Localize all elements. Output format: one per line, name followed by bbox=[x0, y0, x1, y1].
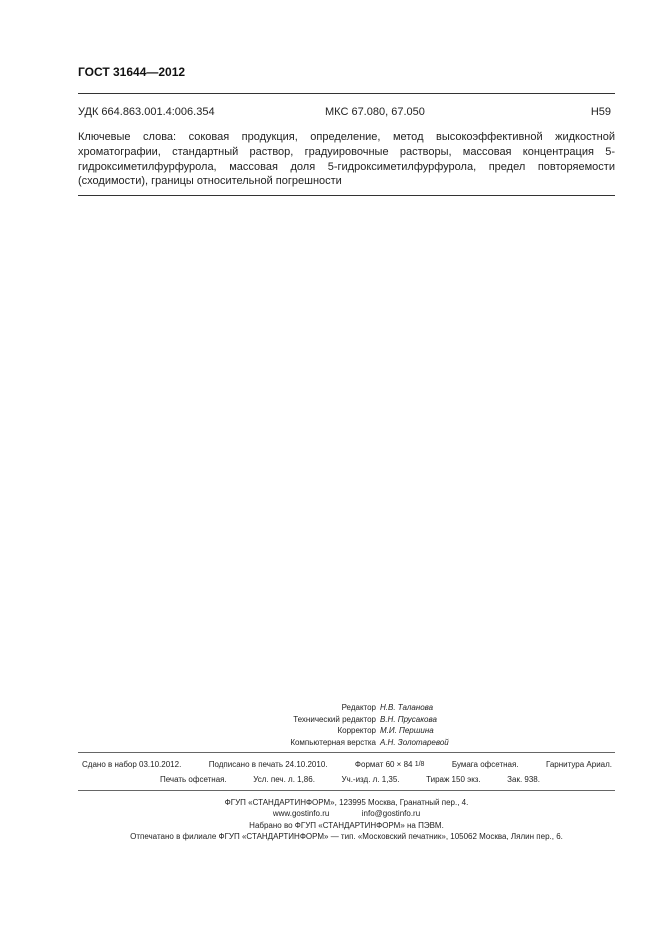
typeface: Гарнитура Ариал. bbox=[545, 760, 612, 769]
order-number: Зак. 938. bbox=[507, 775, 540, 784]
paper-format: Формат 60 × 84 1/8 bbox=[354, 760, 425, 769]
print-method: Печать офсетная. bbox=[160, 775, 227, 784]
staff-row bbox=[200, 714, 480, 726]
contact-line bbox=[78, 808, 615, 819]
document-code: ГОСТ 31644—2012 bbox=[78, 65, 186, 79]
signed-for-print-date: Подписано в печать 24.10.2010. bbox=[208, 760, 328, 769]
printer-divider bbox=[78, 790, 615, 791]
staff-role: Компьютерная верстка bbox=[290, 737, 376, 747]
top-divider bbox=[78, 93, 615, 94]
email-link[interactable]: info@gostinfo.ru bbox=[361, 809, 421, 819]
mks-code: МКС 67.080, 67.050 bbox=[325, 106, 425, 118]
paper-type: Бумага офсетная. bbox=[451, 760, 519, 769]
staff-row bbox=[200, 702, 480, 714]
printed-at-note: Отпечатано в филиале ФГУП «СТАНДАРТИНФОРМ» — тип. «Московский печатник», 105062 Москва, Лялин пер., 6. bbox=[130, 831, 563, 841]
publication-divider bbox=[78, 752, 615, 753]
keywords-divider bbox=[78, 195, 615, 196]
typeset-note: Набрано во ФГУП «СТАНДАРТИНФОРМ» на ПЭВМ. bbox=[249, 820, 444, 830]
staff-role: Редактор bbox=[341, 703, 376, 712]
staff-role: Корректор bbox=[337, 726, 376, 736]
staff-name: М.И. Першина bbox=[380, 726, 434, 736]
printed-sheets: Усл. печ. л. 1,86. bbox=[253, 775, 315, 784]
staff-role: Технический редактор bbox=[293, 714, 376, 724]
publisher-sheets: Уч.-изд. л. 1,35. bbox=[341, 775, 400, 784]
publisher-address: ФГУП «СТАНДАРТИНФОРМ», 123995 Москва, Гранатный пер., 4. bbox=[224, 798, 469, 807]
staff-name: Н.В. Таланова bbox=[380, 703, 434, 712]
format-fraction: 1/8 bbox=[414, 761, 425, 769]
keywords-paragraph: Ключевые слова: соковая продукция, определение, метод высокоэффективной жидкостной хроматографии, стандартный раствор, градуировочные растворы, массовая концентрация 5-гидроксиметилфурфурола, массовая доля 5-гидроксиметилфурфурола, предел повторяемости (сходимости), границы относительной погрешности bbox=[78, 131, 615, 188]
staff-name: А.Н. Золотаревой bbox=[380, 737, 449, 747]
staff-name: В.Н. Прусакова bbox=[380, 714, 437, 724]
publication-line-1 bbox=[82, 760, 612, 769]
print-run: Тираж 150 экз. bbox=[426, 775, 481, 784]
udk-code: УДК 664.863.001.4:006.354 bbox=[78, 106, 215, 118]
staff-credits bbox=[200, 702, 480, 748]
typesetting-date: Сдано в набор 03.10.2012. bbox=[82, 760, 182, 769]
publication-line-2 bbox=[160, 775, 540, 784]
staff-row bbox=[200, 737, 480, 749]
okp-code: Н59 bbox=[590, 106, 611, 118]
website-link[interactable]: www.gostinfo.ru bbox=[272, 809, 330, 819]
printer-info bbox=[78, 797, 615, 842]
staff-row bbox=[200, 725, 480, 737]
